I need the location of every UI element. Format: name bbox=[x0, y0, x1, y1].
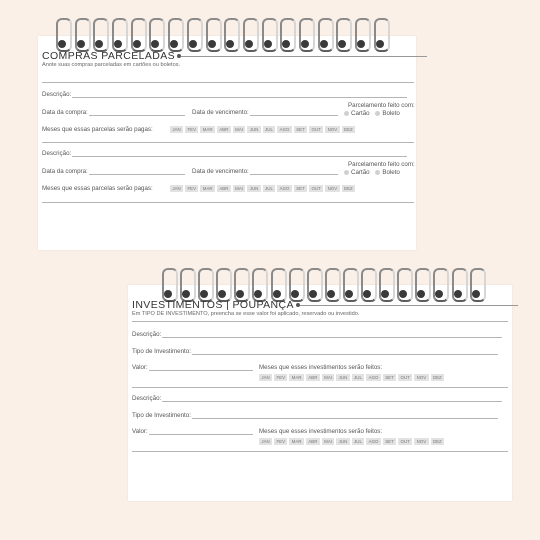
binding-ring bbox=[271, 268, 284, 300]
card-title bbox=[132, 299, 518, 311]
month-jul[interactable]: JUL bbox=[263, 185, 276, 192]
month-apr[interactable]: ABR bbox=[217, 126, 231, 133]
purchase-date-input-line[interactable] bbox=[89, 174, 185, 175]
month-jul[interactable]: JUL bbox=[352, 374, 365, 381]
description-input-line[interactable] bbox=[162, 337, 502, 338]
months-row bbox=[170, 185, 355, 192]
card-radio[interactable] bbox=[344, 170, 349, 175]
month-nov[interactable]: NOV bbox=[414, 374, 428, 381]
installment-method-label: Parcelamento feito com: bbox=[348, 161, 415, 168]
due-date-input-line[interactable] bbox=[250, 115, 338, 116]
investment-type-input-line[interactable] bbox=[192, 354, 498, 355]
months-label: Meses que esses investimentos serão feitos: bbox=[259, 364, 383, 371]
month-aug[interactable]: AGO bbox=[277, 185, 292, 192]
binding-ring bbox=[289, 268, 302, 300]
binding-ring bbox=[299, 18, 312, 50]
value-field[interactable] bbox=[132, 428, 253, 435]
month-feb[interactable]: FEV bbox=[185, 185, 198, 192]
installment-method-options bbox=[340, 110, 400, 117]
binding-ring bbox=[93, 18, 106, 50]
months-row bbox=[259, 438, 444, 445]
due-date-field[interactable] bbox=[192, 168, 338, 175]
month-feb[interactable]: FEV bbox=[274, 374, 287, 381]
card-option-label: Cartão bbox=[351, 169, 370, 176]
month-mar[interactable]: MAR bbox=[289, 374, 304, 381]
due-date-input-line[interactable] bbox=[250, 174, 338, 175]
month-nov[interactable]: NOV bbox=[414, 438, 428, 445]
month-aug[interactable]: AGO bbox=[366, 438, 381, 445]
month-may[interactable]: MAI bbox=[233, 126, 246, 133]
writing-line bbox=[132, 387, 508, 388]
spiral-binding bbox=[162, 268, 482, 302]
month-feb[interactable]: FEV bbox=[274, 438, 287, 445]
binding-ring bbox=[433, 268, 446, 300]
month-oct[interactable]: OUT bbox=[309, 185, 323, 192]
binding-ring bbox=[168, 18, 181, 50]
writing-line bbox=[132, 451, 508, 452]
binding-ring bbox=[343, 268, 356, 300]
month-jan[interactable]: JAN bbox=[170, 126, 183, 133]
binding-ring bbox=[180, 268, 193, 300]
description-field[interactable] bbox=[42, 150, 407, 157]
month-jun[interactable]: JUN bbox=[247, 185, 260, 192]
purchase-date-label: Data da compra: bbox=[42, 109, 88, 116]
description-label: Descrição: bbox=[42, 150, 72, 157]
investment-type-input-line[interactable] bbox=[192, 418, 498, 419]
month-nov[interactable]: NOV bbox=[325, 185, 339, 192]
description-label: Descrição: bbox=[132, 331, 162, 338]
month-oct[interactable]: OUT bbox=[398, 374, 412, 381]
month-feb[interactable]: FEV bbox=[185, 126, 198, 133]
purchase-date-field[interactable] bbox=[42, 168, 185, 175]
month-sep[interactable]: SET bbox=[294, 126, 307, 133]
binding-ring bbox=[336, 18, 349, 50]
binding-ring bbox=[355, 18, 368, 50]
investment-type-field[interactable] bbox=[132, 412, 498, 419]
due-date-field[interactable] bbox=[192, 109, 338, 116]
installment-method-options bbox=[340, 169, 400, 176]
description-input-line[interactable] bbox=[72, 156, 407, 157]
month-dec[interactable]: DEZ bbox=[431, 374, 445, 381]
month-apr[interactable]: ABR bbox=[306, 438, 320, 445]
month-nov[interactable]: NOV bbox=[325, 126, 339, 133]
title-rule bbox=[181, 56, 427, 57]
value-label: Valor: bbox=[132, 364, 148, 371]
months-label: Meses que esses investimentos serão feitos: bbox=[259, 428, 383, 435]
month-mar[interactable]: MAR bbox=[200, 185, 215, 192]
binding-ring bbox=[262, 18, 275, 50]
due-date-label: Data de vencimento: bbox=[192, 168, 249, 175]
binding-ring bbox=[75, 18, 88, 50]
value-input-line[interactable] bbox=[149, 370, 253, 371]
binding-ring bbox=[415, 268, 428, 300]
month-jan[interactable]: JAN bbox=[259, 438, 272, 445]
writing-line bbox=[42, 82, 414, 83]
card-title-text: INVESTIMENTOS | POUPANÇA bbox=[132, 299, 294, 311]
month-jun[interactable]: JUN bbox=[336, 438, 349, 445]
card-radio[interactable] bbox=[344, 111, 349, 116]
card-option-label: Cartão bbox=[351, 110, 370, 117]
binding-ring bbox=[470, 268, 483, 300]
months-row bbox=[170, 126, 355, 133]
binding-ring bbox=[206, 18, 219, 50]
purchase-date-field[interactable] bbox=[42, 109, 185, 116]
description-field[interactable] bbox=[132, 331, 502, 338]
binding-ring bbox=[307, 268, 320, 300]
writing-line bbox=[42, 142, 414, 143]
month-aug[interactable]: AGO bbox=[277, 126, 292, 133]
month-apr[interactable]: ABR bbox=[306, 374, 320, 381]
binding-ring bbox=[374, 18, 387, 50]
binding-ring bbox=[361, 268, 374, 300]
month-dec[interactable]: DEZ bbox=[342, 185, 356, 192]
month-dec[interactable]: DEZ bbox=[342, 126, 356, 133]
months-label: Meses que essas parcelas serão pagas: bbox=[42, 126, 153, 133]
title-rule bbox=[300, 305, 518, 306]
card-title-text: COMPRAS PARCELADAS bbox=[42, 50, 176, 62]
month-may[interactable]: MAI bbox=[233, 185, 246, 192]
month-oct[interactable]: OUT bbox=[398, 438, 412, 445]
card-subtitle: Anote suas compras parceladas em cartões ou boletos. bbox=[42, 62, 181, 68]
investments-savings-card bbox=[128, 285, 512, 501]
description-input-line[interactable] bbox=[72, 97, 407, 98]
description-field[interactable] bbox=[42, 91, 407, 98]
installment-purchases-card bbox=[38, 36, 416, 250]
value-field[interactable] bbox=[132, 364, 253, 371]
slip-option-label: Boleto bbox=[382, 169, 400, 176]
binding-ring bbox=[280, 18, 293, 50]
month-jan[interactable]: JAN bbox=[170, 185, 183, 192]
value-input-line[interactable] bbox=[149, 434, 253, 435]
slip-radio[interactable] bbox=[375, 170, 380, 175]
description-field[interactable] bbox=[132, 395, 502, 402]
binding-ring bbox=[224, 18, 237, 50]
purchase-date-label: Data da compra: bbox=[42, 168, 88, 175]
month-mar[interactable]: MAR bbox=[200, 126, 215, 133]
month-jan[interactable]: JAN bbox=[259, 374, 272, 381]
month-aug[interactable]: AGO bbox=[366, 374, 381, 381]
month-jun[interactable]: JUN bbox=[336, 374, 349, 381]
spiral-binding bbox=[56, 18, 386, 52]
card-title bbox=[42, 50, 427, 62]
binding-ring bbox=[379, 268, 392, 300]
month-apr[interactable]: ABR bbox=[217, 185, 231, 192]
month-sep[interactable]: SET bbox=[383, 374, 396, 381]
binding-ring bbox=[216, 268, 229, 300]
binding-ring bbox=[318, 18, 331, 50]
binding-ring bbox=[325, 268, 338, 300]
card-subtitle: Em TIPO DE INVESTIMENTO, preencha se esse valor foi aplicado, reservado ou investido. bbox=[132, 311, 360, 317]
month-jul[interactable]: JUL bbox=[352, 438, 365, 445]
binding-ring bbox=[149, 18, 162, 50]
month-jul[interactable]: JUL bbox=[263, 126, 276, 133]
months-row bbox=[259, 374, 444, 381]
month-dec[interactable]: DEZ bbox=[431, 438, 445, 445]
months-label: Meses que essas parcelas serão pagas: bbox=[42, 185, 153, 192]
purchase-date-input-line[interactable] bbox=[89, 115, 185, 116]
binding-ring bbox=[252, 268, 265, 300]
description-label: Descrição: bbox=[132, 395, 162, 402]
slip-radio[interactable] bbox=[375, 111, 380, 116]
month-may[interactable]: MAI bbox=[322, 374, 335, 381]
binding-ring bbox=[452, 268, 465, 300]
description-label: Descrição: bbox=[42, 91, 72, 98]
writing-line bbox=[132, 321, 508, 322]
month-mar[interactable]: MAR bbox=[289, 438, 304, 445]
investment-type-label: Tipo de Investimento: bbox=[132, 348, 191, 355]
month-sep[interactable]: SET bbox=[294, 185, 307, 192]
value-label: Valor: bbox=[132, 428, 148, 435]
investment-type-field[interactable] bbox=[132, 348, 498, 355]
writing-line bbox=[42, 202, 414, 203]
slip-option-label: Boleto bbox=[382, 110, 400, 117]
binding-ring bbox=[187, 18, 200, 50]
month-oct[interactable]: OUT bbox=[309, 126, 323, 133]
binding-ring bbox=[397, 268, 410, 300]
binding-ring bbox=[234, 268, 247, 300]
binding-ring bbox=[131, 18, 144, 50]
month-sep[interactable]: SET bbox=[383, 438, 396, 445]
month-jun[interactable]: JUN bbox=[247, 126, 260, 133]
binding-ring bbox=[243, 18, 256, 50]
description-input-line[interactable] bbox=[162, 401, 502, 402]
binding-ring bbox=[198, 268, 211, 300]
due-date-label: Data de vencimento: bbox=[192, 109, 249, 116]
investment-type-label: Tipo de Investimento: bbox=[132, 412, 191, 419]
binding-ring bbox=[112, 18, 125, 50]
month-may[interactable]: MAI bbox=[322, 438, 335, 445]
installment-method-label: Parcelamento feito com: bbox=[348, 102, 415, 109]
binding-ring bbox=[56, 18, 69, 50]
binding-ring bbox=[162, 268, 175, 300]
